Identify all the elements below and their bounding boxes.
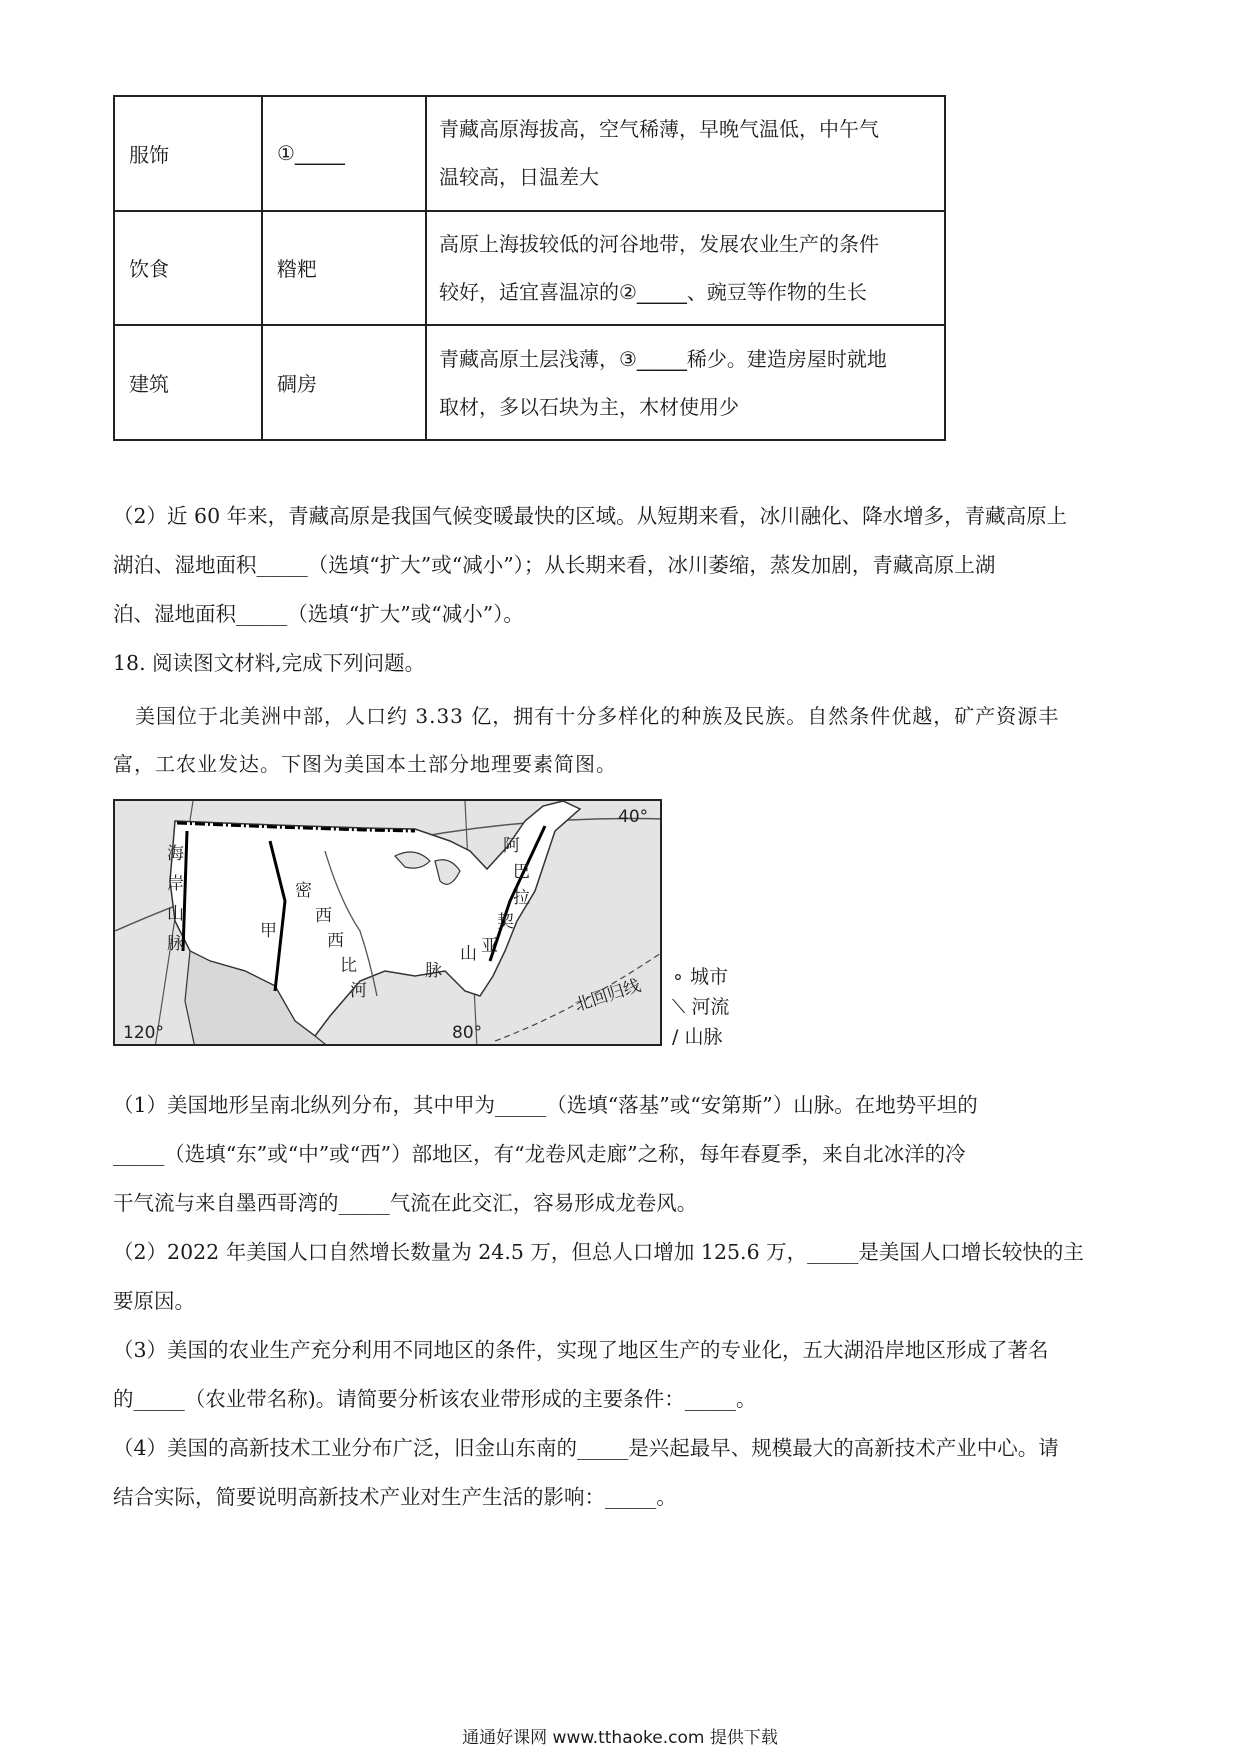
description-line: 较好，适宜喜温凉的②_____、豌豆等作物的生长 <box>439 279 867 304</box>
description-line: 温较高，日温差大 <box>439 165 599 190</box>
item-cell: 糌粑 <box>262 211 426 326</box>
usa-map <box>113 799 662 1046</box>
coast-range-label: 海 <box>167 844 184 864</box>
q17-2-line: （2）近 60 年来，青藏高原是我国气候变暖最快的区域。从短期来看，冰川融化、降水增多，青藏高原上 <box>113 504 1068 528</box>
lon-80-label: 80° <box>452 1023 483 1043</box>
q18-1-line: （1）美国地形呈南北纵列分布，其中甲为_____（选填“落基”或“安第斯”）山脉。在地势平坦的 <box>113 1093 978 1117</box>
item-cell: 碉房 <box>262 325 426 440</box>
q18-2-line: 要原因。 <box>113 1289 195 1313</box>
description-line: 青藏高原海拔高，空气稀薄，早晚气温低，中午气 <box>439 117 879 142</box>
q18-3-line: 的_____（农业带名称)。请简要分析该农业带形成的主要条件：_____。 <box>113 1387 757 1411</box>
mississippi-label: 西 <box>327 931 344 951</box>
q18-title: 18. 阅读图文材料,完成下列问题。 <box>113 651 426 675</box>
legend-city: ∘ 城市 <box>672 966 728 988</box>
coast-range-label: 岸 <box>167 874 184 894</box>
jia-label: 甲 <box>260 921 277 941</box>
coast-range-label: 山 <box>167 904 184 924</box>
q18-4-line: （4）美国的高新技术工业分布广泛，旧金山东南的_____是兴起最早、规模最大的高新技术产业中心。请 <box>113 1436 1059 1460</box>
table-row <box>114 96 945 211</box>
mississippi-label: 河 <box>350 981 367 1001</box>
appalachian-label: 亚 <box>481 936 498 956</box>
description-line: 取材，多以石块为主，木材使用少 <box>439 394 739 419</box>
q18-3-line: （3）美国的农业生产充分利用不同地区的条件，实现了地区生产的专业化，五大湖沿岸地区形成了著名 <box>113 1338 1049 1362</box>
description-line: 高原上海拔较低的河谷地带，发展农业生产的条件 <box>439 231 879 256</box>
mississippi-label: 比 <box>340 956 357 976</box>
city-icon: ∘ <box>672 966 690 988</box>
appalachian-label: 契 <box>497 912 514 932</box>
mountain-icon: / <box>672 1026 685 1048</box>
description-line: 青藏高原土层浅薄，③_____稀少。建造房屋时就地 <box>439 346 887 371</box>
q18-1-line: _____（选填“东”或“中”或“西”）部地区，有“龙卷风走廊”之称，每年春夏季，来自北冰洋的冷 <box>113 1142 966 1166</box>
table-row <box>114 211 945 326</box>
q17-2-line: 泊、湿地面积_____（选填“扩大”或“减小”）。 <box>113 602 524 626</box>
description-cell <box>426 211 945 326</box>
coast-range-label: 脉 <box>167 934 184 954</box>
q18-2-line: （2）2022 年美国人口自然增长数量为 24.5 万，但总人口增加 125.6 万，_____是美国人口增长较快的主 <box>113 1240 1084 1264</box>
table-row <box>114 325 945 440</box>
description-cell <box>426 96 945 211</box>
description-cell <box>426 325 945 440</box>
appalachian-label: 拉 <box>513 888 530 908</box>
mississippi-label: 西 <box>315 906 332 926</box>
q18-4-line: 结合实际，简要说明高新技术产业对生产生活的影响：_____。 <box>113 1485 677 1509</box>
q18-material: 美国位于北美洲中部，人口约 3.33 亿，拥有十分多样化的种族及民族。自然条件优越，矿产资源丰 <box>135 704 1060 728</box>
lon-120-label: 120° <box>123 1023 164 1043</box>
river-icon: ⟍ <box>672 996 692 1018</box>
mississippi-label: 密 <box>295 881 312 901</box>
culture-table <box>113 95 946 441</box>
item-cell: ①_____ <box>262 96 426 211</box>
category-cell: 饮食 <box>114 211 262 326</box>
appalachian-label: 脉 <box>425 961 442 981</box>
appalachian-label: 山 <box>460 944 477 964</box>
appalachian-label: 阿 <box>503 836 520 856</box>
q18-material: 富，工农业发达。下图为美国本土部分地理要素简图。 <box>113 752 617 776</box>
appalachian-label: 巴 <box>513 862 530 882</box>
legend-river: ⟍ 河流 <box>672 996 730 1018</box>
tropic-label: 北回归线 <box>572 975 644 1016</box>
legend-mountain: / 山脉 <box>672 1026 723 1048</box>
lat-40-label: 40° <box>618 807 649 827</box>
category-cell: 服饰 <box>114 96 262 211</box>
category-cell: 建筑 <box>114 325 262 440</box>
q18-1-line: 干气流与来自墨西哥湾的_____气流在此交汇，容易形成龙卷风。 <box>113 1191 698 1215</box>
q17-2-line: 湖泊、湿地面积_____（选填“扩大”或“减小”）；从长期来看，冰川萎缩，蒸发加剧，青藏高原上湖 <box>113 553 996 577</box>
page-footer: 通通好课网 www.tthaoke.com 提供下载 <box>462 1728 778 1748</box>
